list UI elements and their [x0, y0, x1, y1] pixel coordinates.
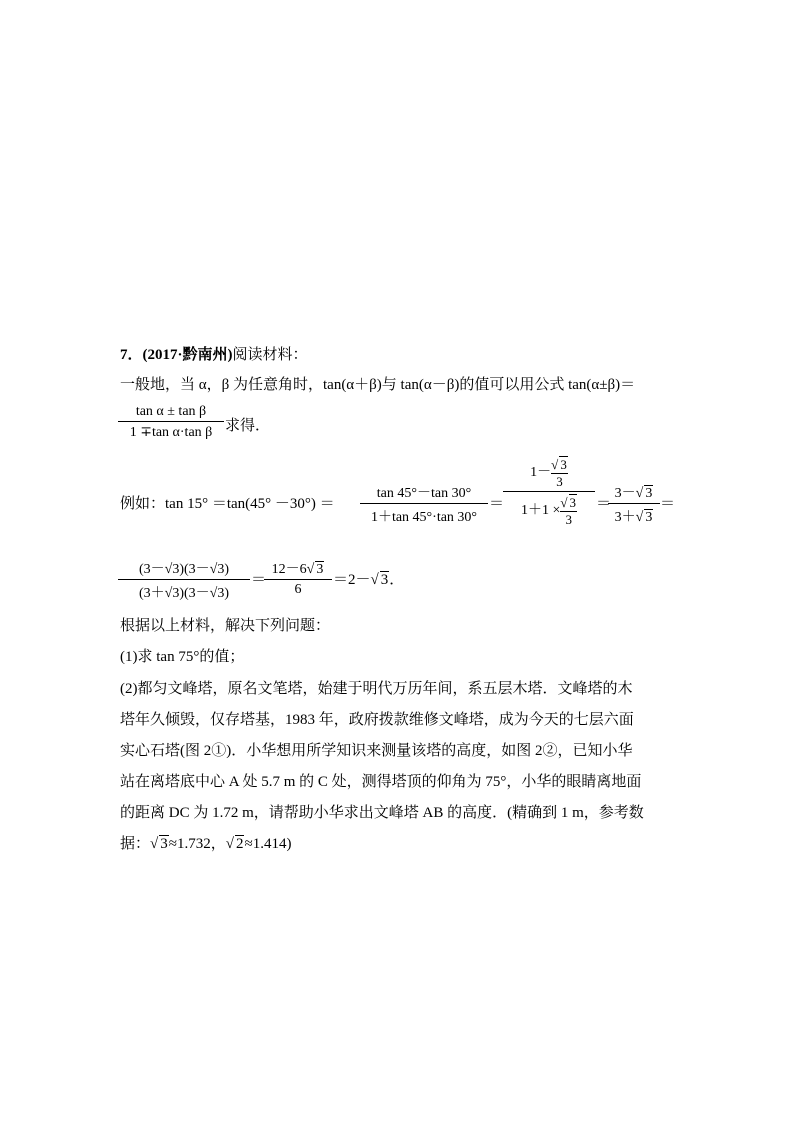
inner-fraction-num: $\frac{√ 3}{3}$ [551, 457, 567, 489]
fraction-4-numerator: (3－√3)(3－√3) [138, 562, 229, 577]
frac5-num-text: 12－6 [271, 562, 307, 577]
last-line-mid: ≈1.732， [168, 836, 226, 852]
equals-sign: ＝ [660, 496, 676, 512]
instruction-line: 根据以上材料，解决下列问题： [120, 618, 331, 634]
question-2-line: (2)都匀文峰塔，原名文笔塔，始建于明代万历年间，系五层木塔．文峰塔的木 [120, 681, 633, 697]
question-2-line: 站在离塔底中心 A 处 5.7 m 的 C 处，测得塔顶的仰角为 75°，小华的眼睛离地面 [120, 774, 642, 790]
example-fraction-2 [503, 456, 595, 528]
equals-sign: ＝ [596, 496, 612, 512]
sqrt-radicand: 3 [569, 495, 577, 510]
sqrt-radicand: 3 [380, 572, 389, 588]
problem-number: 7． [120, 347, 143, 363]
sqrt-radicand: 3 [160, 836, 168, 852]
fraction-2-denominator [503, 492, 595, 528]
intro-line: 一般地，当 α，β 为任意角时，tan(α＋β)与 tan(α－β)的值可以用公式 tan(α±β)＝ [120, 377, 636, 393]
sqrt-radicand: 3 [560, 457, 567, 472]
question-2-last-line: 据：√ 3≈1.732，√ 2≈1.414) [120, 836, 292, 852]
inner-denominator: 3 [556, 474, 563, 489]
example-fraction-5 [264, 558, 332, 598]
formula-tail: 求得． [225, 418, 271, 434]
sqrt-radicand: 2 [235, 836, 244, 852]
fraction-5-numerator: 12－6√ 3 [271, 562, 324, 577]
question-1: (1)求 tan 75°的值； [120, 649, 245, 665]
example-fraction-3 [608, 482, 660, 526]
sqrt-radicand: 3 [645, 510, 653, 525]
fraction-2-den-text: 1＋1 × [520, 503, 561, 519]
result-text: ＝2－ [333, 572, 371, 588]
problem-heading [120, 345, 308, 365]
fraction-4-denominator: (3＋√3)(3－√3) [138, 586, 229, 601]
inner-fraction-den: $\frac{√ 3}{3}$ [560, 495, 577, 527]
heading-suffix: 阅读材料： [232, 347, 308, 363]
last-line-prefix: 据： [120, 836, 151, 852]
fraction-3-denominator: 3＋√ 3 [614, 510, 653, 525]
fraction-2-num-text: 1－ [530, 465, 552, 481]
question-2-line: 实心石塔(图 2①)．小华想用所学知识来测量该塔的高度，如图 2②，已知小华 [120, 743, 633, 759]
question-2-line: 的距离 DC 为 1.72 m，请帮助小华求出文峰塔 AB 的高度．(精确到 1 m，参考数 [120, 805, 644, 821]
last-line-end: ≈1.414) [244, 836, 292, 852]
inner-denominator: 3 [565, 512, 572, 527]
fraction-2-numerator [503, 456, 595, 491]
frac3-num-text: 3－ [614, 486, 636, 501]
sqrt-radicand: 3 [316, 562, 324, 577]
fraction-1-numerator: tan 45°－tan 30° [376, 486, 472, 501]
equals-sign: ＝ [489, 496, 505, 512]
formula-numerator: tan α ± tan β [135, 404, 207, 419]
problem-source: (2017·黔南州) [142, 347, 233, 363]
fraction-3-numerator: 3－√ 3 [614, 486, 653, 501]
fraction-1-denominator: 1＋tan 45°·tan 30° [370, 510, 478, 525]
example-fraction-1 [360, 482, 488, 526]
result-end: ． [389, 572, 405, 588]
example-result: ＝2－√ 3． [333, 572, 405, 588]
formula-denominator: 1 ∓tan α·tan β [129, 425, 213, 440]
formula-fraction [118, 404, 224, 441]
equals-sign: ＝ [251, 572, 267, 588]
frac3-den-text: 3＋ [614, 510, 636, 525]
question-2-line: 塔年久倾毁，仅存塔基，1983 年，政府拨款维修文峰塔，成为今天的七层六面 [120, 712, 634, 728]
example-label: 例如：tan 15° ＝tan(45° －30°) ＝ [120, 496, 335, 512]
example-fraction-4 [118, 558, 250, 602]
sqrt-radicand: 3 [645, 486, 653, 501]
fraction-5-denominator: 6 [294, 582, 302, 597]
